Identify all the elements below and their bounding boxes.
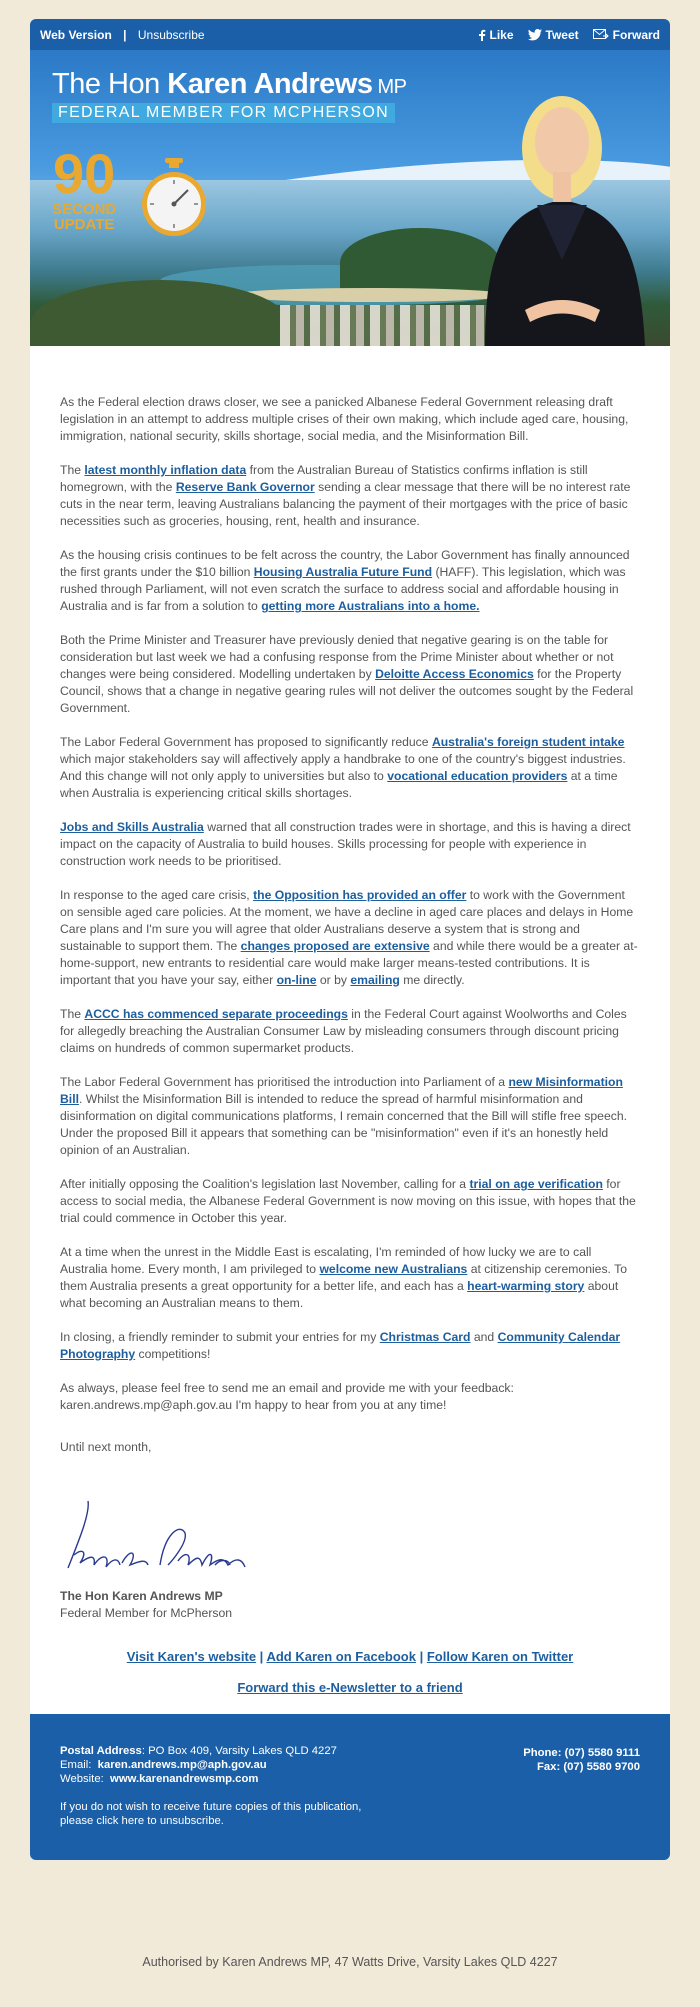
- text: After initially opposing the Coalition's legislation last November, calling for a: [60, 1177, 470, 1191]
- accc-link[interactable]: ACCC has commenced separate proceedings: [84, 1007, 348, 1021]
- separator: |: [123, 27, 127, 42]
- header-banner: [30, 50, 670, 346]
- text: for access to social media, the Albanese Federal Government is now moving on this issue, with hopes that the trial could commence in October this year.: [60, 1177, 636, 1225]
- paragraph-closing-reminder: [60, 1329, 640, 1363]
- forward-friend-link[interactable]: Forward this e-Newsletter to a friend: [237, 1680, 463, 1695]
- text: for the Property Council, shows that a change in negative gearing rules will not deliver the outcomes sought by the Federal Government.: [60, 667, 634, 715]
- top-bar: [30, 19, 670, 50]
- text: competitions!: [135, 1347, 211, 1361]
- paragraph-negative-gearing: [60, 632, 640, 717]
- authorisation-line: Authorised by Karen Andrews MP, 47 Watts Drive, Varsity Lakes QLD 4227: [142, 1955, 558, 1969]
- signature: [60, 1493, 260, 1583]
- opposition-offer-link[interactable]: the Opposition has provided an offer: [253, 888, 467, 902]
- paragraph-intro: As the Federal election draws closer, we see a panicked Albanese Federal Government releasing draft legislation in an attempt to address multiple crises of their own making, which include aged care, housing, immigration, national security, skills shortage, social media, and the Misinformation Bill.: [60, 395, 629, 443]
- paragraph-housing: [60, 547, 640, 615]
- text: and while there would be a greater at-home-support, new entrants to residential care would make larger means-tested contributions. It is important that you have your say, either: [60, 939, 638, 987]
- online-link[interactable]: on-line: [276, 973, 317, 987]
- foreign-student-link[interactable]: Australia's foreign student intake: [431, 735, 625, 749]
- paragraph-inflation: [60, 462, 640, 530]
- text: At a time when the unrest in the Middle East is escalating, I'm reminded of how lucky we are to call Australia home. Every month, I am privileged to: [60, 1245, 592, 1276]
- paragraph-age-verification: [60, 1176, 640, 1227]
- text: which major stakeholders say will affectively apply a handbrake to one of the country's biggest industries. And this change will not only apply to universities but also to: [60, 752, 626, 783]
- text: to work with the Government on sensible aged care policies. At the moment, we have a decline in aged care places and delays in Home Care plans and I'm sure you will agree that older Australians deserve a system that is strong and sustainable to support them. The: [60, 888, 634, 953]
- text: (HAFF). This legislation, which was rushed through Parliament, will not even scratch the surface to address social and affordable housing in Australia and is far from a solution to: [60, 565, 626, 613]
- calendar-photography-link[interactable]: Community Calendar Photography: [60, 1330, 621, 1361]
- vocational-link[interactable]: vocational education providers: [387, 769, 568, 783]
- paragraph-skills: [60, 819, 640, 870]
- text: at a time when Australia is experiencing critical skills shortages.: [60, 769, 618, 800]
- title-name: Karen Andrews: [167, 68, 373, 100]
- email-label: Email:: [60, 1759, 92, 1771]
- misinformation-bill-link[interactable]: new Misinformation Bill: [60, 1075, 623, 1106]
- separator: |: [256, 1649, 267, 1664]
- envelope-icon: [593, 29, 609, 40]
- changes-proposed-link[interactable]: changes proposed are extensive: [240, 939, 430, 953]
- home-ownership-link[interactable]: getting more Australians into a home.: [261, 599, 480, 613]
- tweet-label: Tweet: [545, 27, 579, 42]
- main-content: [30, 346, 670, 1714]
- postal-value: : PO Box 409, Varsity Lakes QLD 4227: [141, 1745, 337, 1757]
- text: The Labor Federal Government has proposed to significantly reduce: [60, 735, 432, 749]
- newsletter: [30, 19, 670, 1860]
- text: or by: [316, 973, 351, 987]
- paragraph-citizenship: [60, 1244, 640, 1312]
- new-australians-link[interactable]: welcome new Australians: [319, 1262, 468, 1276]
- reserve-bank-link[interactable]: Reserve Bank Governor: [175, 480, 315, 494]
- signature-name: The Hon Karen Andrews MP: [60, 1589, 223, 1603]
- twitter-icon: [528, 29, 542, 41]
- social-footer-links: [60, 1648, 640, 1696]
- emailing-link[interactable]: emailing: [350, 973, 400, 987]
- paragraph-students: [60, 734, 640, 802]
- unsubscribe-note: [60, 1800, 640, 1828]
- text: warned that all construction trades were in shortage, and this is having a direct impact on the capacity of Australia to build houses. Skills processing for people with experience in construction work needs to be prioritised.: [60, 820, 631, 868]
- website-line: [60, 1772, 640, 1786]
- unsubscribe-text: If you do not wish to receive future copies of this publication,: [60, 1801, 362, 1813]
- text: sending a clear message that there will be no interest rate cuts in the near term, leaving Australians balancing the payment of their mortgages with the price of basic necessities such as groceries, housing, rent, health and insurance.: [60, 480, 631, 528]
- haff-link[interactable]: Housing Australia Future Fund: [253, 565, 433, 579]
- footer-email-link[interactable]: karen.andrews.mp@aph.gov.au: [97, 1759, 267, 1771]
- separator: |: [415, 1649, 427, 1664]
- portrait-photo: [475, 60, 650, 346]
- badge-second: SECOND: [52, 201, 117, 218]
- text: about what becoming an Australian means to them.: [60, 1279, 619, 1310]
- text: and: [470, 1330, 498, 1344]
- footer-unsubscribe-link[interactable]: please click here to unsubscribe.: [60, 1815, 224, 1827]
- text: Both the Prime Minister and Treasurer have previously denied that negative gearing is on the table for consideration but last week we had a confusing response from the Prime Minister about whether or not changes were being considered. Modelling undertaken by: [60, 633, 614, 681]
- tweet-link[interactable]: [528, 28, 579, 42]
- banner-subtitle: FEDERAL MEMBER FOR MCPHERSON: [52, 103, 395, 123]
- heart-warming-story-link[interactable]: heart-warming story: [467, 1279, 585, 1293]
- postal-label: Postal Address: [60, 1745, 142, 1757]
- age-verification-link[interactable]: trial on age verification: [469, 1177, 603, 1191]
- phone-number: Phone: (07) 5580 9111: [523, 1747, 640, 1759]
- web-version-link[interactable]: Web Version: [40, 27, 112, 42]
- paragraph-misinformation: [60, 1074, 640, 1159]
- forward-link[interactable]: [593, 28, 660, 42]
- text: In closing, a friendly reminder to submit your entries for my: [60, 1330, 380, 1344]
- unsubscribe-link[interactable]: Unsubscribe: [137, 27, 205, 42]
- title-suffix: MP: [372, 76, 407, 98]
- fax-number: Fax: (07) 5580 9700: [537, 1761, 640, 1773]
- paragraph-accc: [60, 1006, 640, 1057]
- banner-beach: [230, 288, 510, 302]
- twitter-link[interactable]: Follow Karen on Twitter: [426, 1649, 574, 1664]
- visit-website-link[interactable]: Visit Karen's website: [126, 1649, 257, 1664]
- stopwatch-icon: [138, 158, 210, 238]
- website-label: Website:: [60, 1773, 104, 1785]
- forward-label: Forward: [612, 27, 660, 42]
- banner-title: [52, 68, 407, 101]
- footer-website-link[interactable]: www.karenandrewsmp.com: [110, 1773, 259, 1785]
- text: from the Australian Bureau of Statistics confirms inflation is still homegrown, with the: [60, 463, 588, 494]
- badge-number: 90: [52, 142, 116, 205]
- text: at citizenship ceremonies. To them Australia presents a great opportunity for a better life, and each has a: [60, 1262, 627, 1293]
- paragraph-aged-care: [60, 887, 640, 989]
- closing-line: Until next month,: [60, 1440, 152, 1454]
- inflation-data-link[interactable]: latest monthly inflation data: [84, 463, 247, 477]
- text: As the housing crisis continues to be felt across the country, the Labor Government has finally announced the first grants under the $10 billion: [60, 548, 630, 579]
- footer: [30, 1714, 670, 1860]
- text: In response to the aged care crisis,: [60, 888, 254, 902]
- forward-row: [60, 1679, 640, 1696]
- text: in the Federal Court against Woolworths and Coles for allegedly breaching the Australian Consumer Law by misleading consumers through discount pricing claims on hundreds of common supermarket products.: [60, 1007, 627, 1055]
- christmas-card-link[interactable]: Christmas Card: [379, 1330, 471, 1344]
- text: me directly.: [399, 973, 465, 987]
- deloitte-link[interactable]: Deloitte Access Economics: [375, 667, 534, 681]
- title-prefix: The Hon: [52, 68, 168, 100]
- text: The: [60, 463, 85, 477]
- badge-update: UPDATE: [53, 216, 115, 233]
- facebook-icon: [478, 29, 486, 41]
- text: The: [60, 1007, 85, 1021]
- text: The Labor Federal Government has prioritised the introduction into Parliament of a: [60, 1075, 509, 1089]
- signature-role: Federal Member for McPherson: [60, 1606, 233, 1620]
- paragraph-feedback: As always, please feel free to send me an email and provide me with your feedback: karen.andrews.mp@aph.gov.au I'm happy to hear from you at any time!: [60, 1381, 514, 1412]
- ninety-second-badge: [52, 142, 117, 233]
- text: . Whilst the Misinformation Bill is intended to reduce the spread of harmful misinformation and disinformation on digital communications platforms, I remain concerned that the Bill will stifle free speech. Under the proposed Bill it appears that something can be "misinformation" even if it's an honestly held opinion of an Australian.: [60, 1092, 627, 1157]
- like-link[interactable]: [478, 28, 514, 42]
- top-bar-left: [40, 28, 205, 42]
- contact-numbers: [523, 1746, 640, 1774]
- social-links: [478, 28, 660, 42]
- links-row: [60, 1648, 640, 1665]
- like-label: Like: [489, 27, 514, 42]
- jobs-skills-link[interactable]: Jobs and Skills Australia: [60, 820, 204, 834]
- facebook-link[interactable]: Add Karen on Facebook: [266, 1649, 416, 1664]
